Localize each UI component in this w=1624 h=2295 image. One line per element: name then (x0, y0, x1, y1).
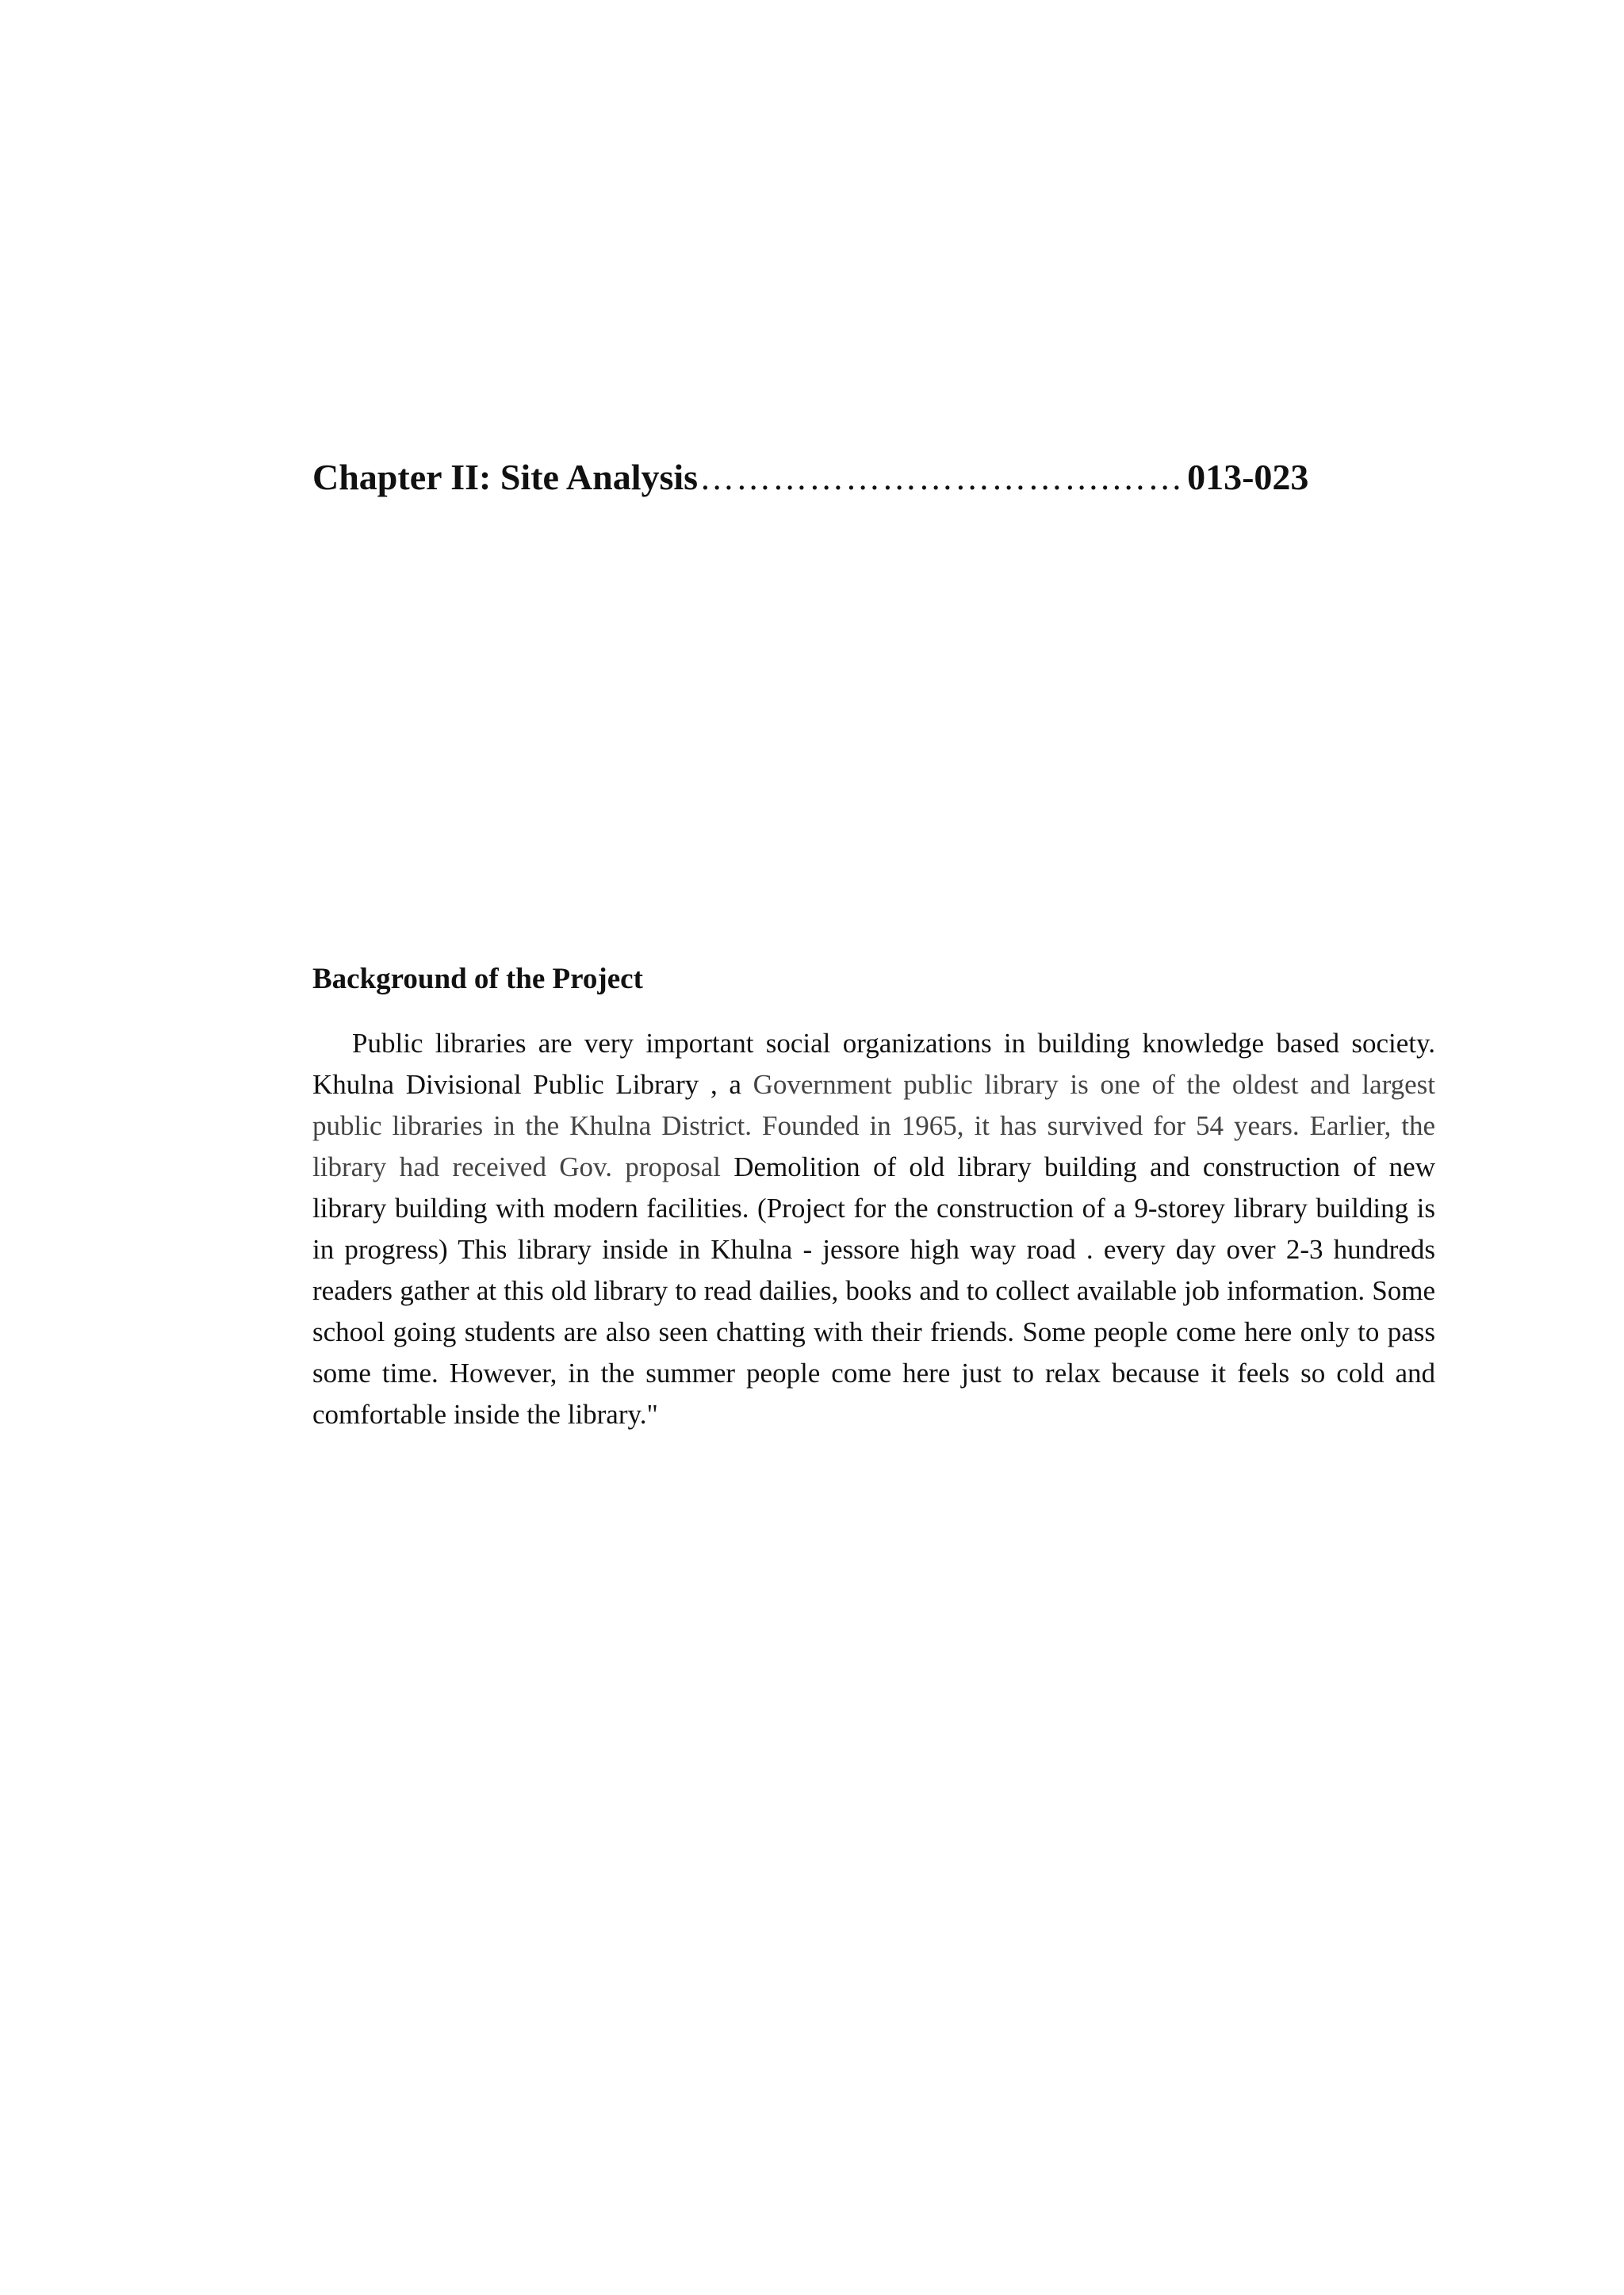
paragraph-text-part3: Demolition of old library building and construction of new library building with modern facilities. (Project for the construction of a 9-storey library building is in progress) This library inside in Khulna - jessore high way road . every day over 2-3 hundreds readers gather at this old library to read dailies, books and to collect available job information. Some school going students are also seen chatting with their friends. Some people come here only to pass some time. However, in the summer people come here just to relax because it feels so cold and comfortable inside the library." (312, 1151, 1435, 1430)
section-body (312, 1023, 1435, 1435)
toc-entry-chapter-2 (312, 452, 1375, 504)
chapter-title: Chapter II: Site Analysis (312, 457, 699, 497)
body-paragraph (312, 1023, 1435, 1435)
chapter-page-range: 013-023 (1187, 457, 1309, 497)
paragraph-text-part1: Public libraries are very important social organizations in building knowledge based society. Khulna Divisional Public Library , a (312, 1028, 1435, 1100)
paragraph-text-part2: Government public library is one of the oldest and largest public libraries in the Khulna District. Founded in 1965, it has survived for 54 years. Earlier, the library had received Gov. proposal (312, 1069, 1436, 1182)
toc-leader-dots: …………………………….…… (699, 458, 1185, 497)
section-heading: Background of the Project (312, 963, 643, 995)
